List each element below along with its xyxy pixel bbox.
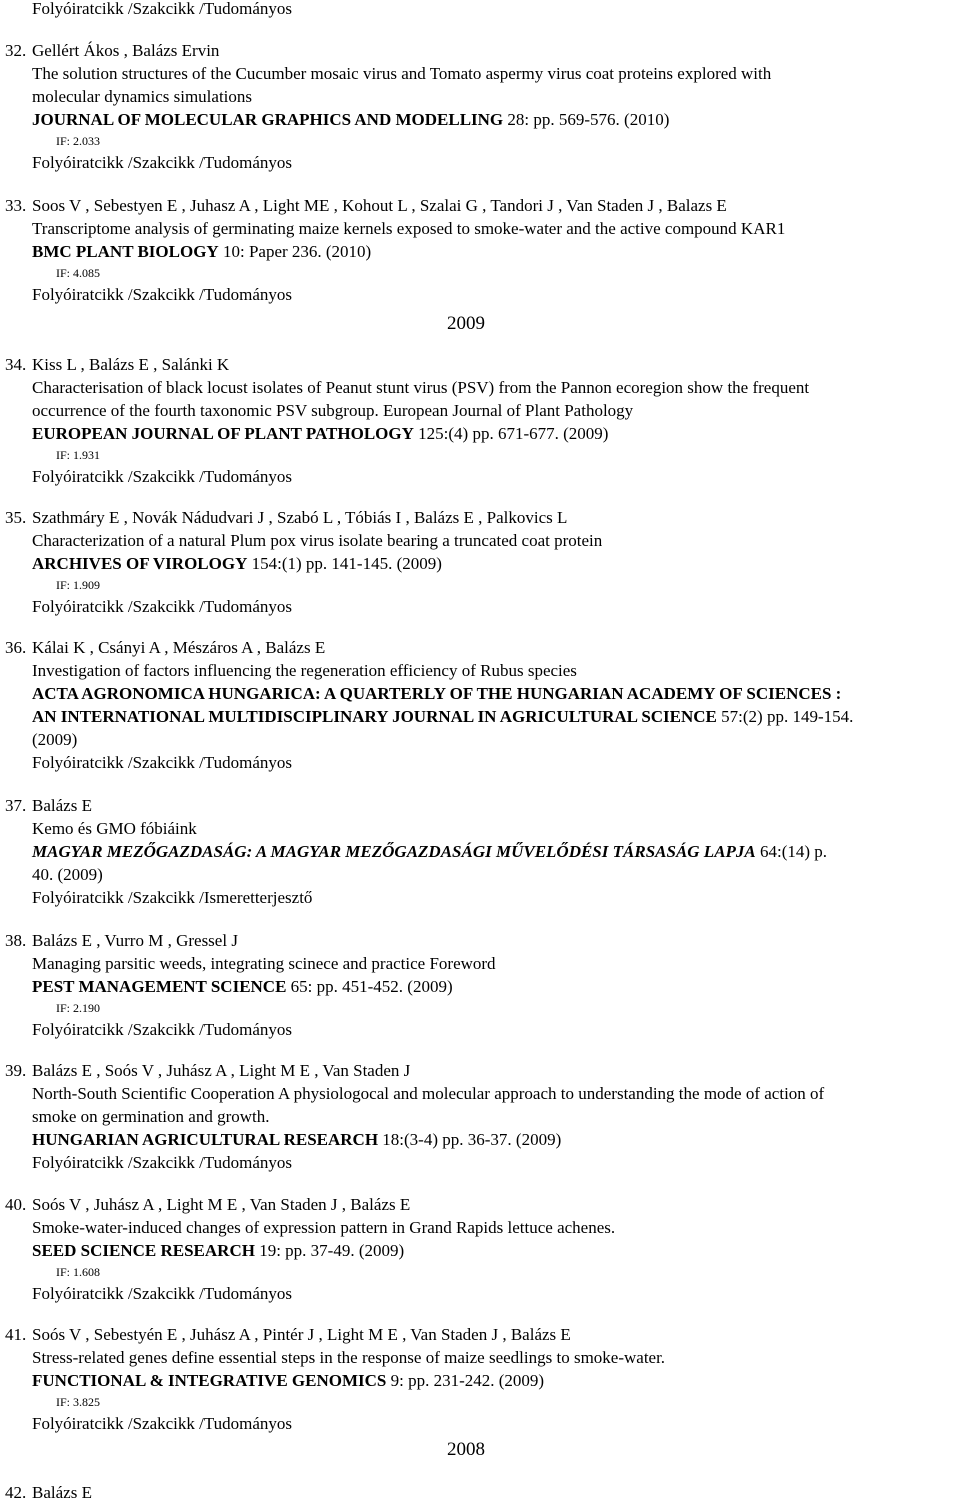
entry-number: 39. bbox=[5, 1061, 27, 1080]
year-heading-2009: 2009 bbox=[447, 313, 485, 334]
entry-number: 34. bbox=[5, 355, 27, 374]
top-category-line: Folyóiratcikk /Szakcikk /Tudományos bbox=[32, 0, 293, 18]
journal-citation: 18:(3-4) pp. 36-37. (2009) bbox=[378, 1130, 562, 1149]
publication-entry bbox=[5, 794, 955, 909]
entry-number: 41. bbox=[5, 1325, 27, 1344]
entry-journal-line bbox=[32, 1239, 955, 1262]
journal-name: JOURNAL OF MOLECULAR GRAPHICS AND MODELLING bbox=[32, 110, 504, 129]
entry-category: Folyóiratcikk /Szakcikk /Tudományos bbox=[32, 753, 293, 772]
impact-factor: IF: 1.608 bbox=[56, 1265, 101, 1279]
entry-authors: Balázs E , Vurro M , Gressel J bbox=[32, 931, 238, 950]
entry-title: smoke on germination and growth. bbox=[32, 1107, 270, 1126]
entry-number: 33. bbox=[5, 196, 27, 215]
journal-name: SEED SCIENCE RESEARCH bbox=[32, 1241, 255, 1260]
journal-name: FUNCTIONAL & INTEGRATIVE GENOMICS bbox=[32, 1371, 387, 1390]
publication-entry bbox=[5, 39, 955, 174]
entry-category: Folyóiratcikk /Szakcikk /Tudományos bbox=[32, 285, 293, 304]
entry-number: 35. bbox=[5, 508, 27, 527]
entry-authors: Szathmáry E , Novák Nádudvari J , Szabó L , Tóbiás I , Balázs E , Palkovics L bbox=[32, 508, 568, 527]
publication-entry bbox=[5, 1323, 955, 1435]
entry-category: Folyóiratcikk /Szakcikk /Tudományos bbox=[32, 153, 293, 172]
publication-entry bbox=[5, 194, 955, 306]
journal-citation-year: (2009) bbox=[32, 730, 78, 749]
entry-authors: Soos V , Sebestyen E , Juhasz A , Light ME , Kohout L , Szalai G , Tandori J , Van Staden J , Balazs E bbox=[32, 196, 727, 215]
entry-journal-line bbox=[32, 975, 955, 998]
journal-citation: 19: pp. 37-49. (2009) bbox=[254, 1241, 405, 1260]
publication-entry bbox=[5, 1193, 955, 1305]
entry-title: North-South Scientific Cooperation A physiologocal and molecular approach to understanding the mode of action of bbox=[32, 1084, 825, 1103]
journal-citation: 65: pp. 451-452. (2009) bbox=[286, 977, 453, 996]
journal-name: AN INTERNATIONAL MULTIDISCIPLINARY JOURNAL IN AGRICULTURAL SCIENCE bbox=[32, 707, 717, 726]
publication-entry bbox=[5, 929, 955, 1041]
entry-title: Investigation of factors influencing the regeneration efficiency of Rubus species bbox=[32, 661, 577, 680]
entry-category: Folyóiratcikk /Szakcikk /Tudományos bbox=[32, 1414, 293, 1433]
entry-journal-line bbox=[32, 1128, 955, 1151]
entry-authors: Gellért Ákos , Balázs Ervin bbox=[32, 41, 220, 60]
entry-authors: Kálai K , Csányi A , Mészáros A , Balázs E bbox=[32, 638, 326, 657]
entry-journal-line bbox=[32, 108, 955, 131]
entry-journal-line bbox=[32, 705, 955, 728]
impact-factor: IF: 1.909 bbox=[56, 578, 101, 592]
entry-number: 32. bbox=[5, 41, 27, 60]
entry-number: 38. bbox=[5, 931, 27, 950]
entry-title: Smoke-water-induced changes of expression pattern in Grand Rapids lettuce achenes. bbox=[32, 1218, 616, 1237]
entry-number: 42. bbox=[5, 1483, 27, 1502]
entry-journal-line bbox=[32, 682, 955, 705]
entry-authors: Balázs E bbox=[32, 796, 92, 815]
entry-category: Folyóiratcikk /Szakcikk /Tudományos bbox=[32, 597, 293, 616]
journal-citation: 125:(4) pp. 671-677. (2009) bbox=[413, 424, 609, 443]
entry-category: Folyóiratcikk /Szakcikk /Tudományos bbox=[32, 1020, 293, 1039]
entry-title: The solution structures of the Cucumber mosaic virus and Tomato aspermy virus coat proteins explored with bbox=[32, 64, 772, 83]
entry-title: Characterisation of black locust isolates of Peanut stunt virus (PSV) from the Pannon ecoregion show the frequent bbox=[32, 378, 810, 397]
entry-journal-line bbox=[32, 840, 955, 863]
entry-category: Folyóiratcikk /Szakcikk /Ismeretterjesztő bbox=[32, 888, 313, 907]
entry-title: occurrence of the fourth taxonomic PSV subgroup. European Journal of Plant Pathology bbox=[32, 401, 634, 420]
impact-factor: IF: 4.085 bbox=[56, 266, 101, 280]
journal-citation: 10: Paper 236. (2010) bbox=[218, 242, 372, 261]
journal-citation: 57:(2) pp. 149-154. bbox=[716, 707, 854, 726]
entry-title: Kemo és GMO fóbiáink bbox=[32, 819, 197, 838]
publication-entry bbox=[5, 506, 955, 618]
journal-name: EUROPEAN JOURNAL OF PLANT PATHOLOGY bbox=[32, 424, 414, 443]
journal-name: PEST MANAGEMENT SCIENCE bbox=[32, 977, 287, 996]
entry-journal-line bbox=[32, 422, 955, 445]
journal-citation: 9: pp. 231-242. (2009) bbox=[386, 1371, 545, 1390]
publication-entry bbox=[5, 636, 955, 774]
journal-name: BMC PLANT BIOLOGY bbox=[32, 242, 219, 261]
entry-title: Characterization of a natural Plum pox virus isolate bearing a truncated coat protein bbox=[32, 531, 603, 550]
impact-factor: IF: 2.033 bbox=[56, 134, 101, 148]
entry-authors: Kiss L , Balázs E , Salánki K bbox=[32, 355, 230, 374]
impact-factor: IF: 1.931 bbox=[56, 448, 101, 462]
journal-citation: 64:(14) p. bbox=[755, 842, 828, 861]
entry-authors: Soós V , Juhász A , Light M E , Van Staden J , Balázs E bbox=[32, 1195, 411, 1214]
journal-name: HUNGARIAN AGRICULTURAL RESEARCH bbox=[32, 1130, 379, 1149]
entry-authors: Balázs E bbox=[32, 1483, 92, 1502]
entry-category: Folyóiratcikk /Szakcikk /Tudományos bbox=[32, 1153, 293, 1172]
year-heading-2008: 2008 bbox=[447, 1439, 485, 1460]
entry-category: Folyóiratcikk /Szakcikk /Tudományos bbox=[32, 1284, 293, 1303]
journal-name: ARCHIVES OF VIROLOGY bbox=[32, 554, 248, 573]
entry-title: Managing parsitic weeds, integrating scinece and practice Foreword bbox=[32, 954, 496, 973]
journal-name: ACTA AGRONOMICA HUNGARICA: A QUARTERLY OF THE HUNGARIAN ACADEMY OF SCIENCES : bbox=[32, 684, 842, 703]
journal-citation: 154:(1) pp. 141-145. (2009) bbox=[247, 554, 442, 573]
entry-authors: Balázs E , Soós V , Juhász A , Light M E , Van Staden J bbox=[32, 1061, 411, 1080]
impact-factor: IF: 3.825 bbox=[56, 1395, 101, 1409]
entry-number: 37. bbox=[5, 796, 27, 815]
impact-factor: IF: 2.190 bbox=[56, 1001, 101, 1015]
entry-journal-line bbox=[32, 240, 955, 263]
publication-entry bbox=[5, 1059, 955, 1174]
entry-journal-line bbox=[32, 552, 955, 575]
entry-category: Folyóiratcikk /Szakcikk /Tudományos bbox=[32, 467, 293, 486]
entry-journal-line bbox=[32, 1369, 955, 1392]
journal-citation: 28: pp. 569-576. (2010) bbox=[503, 110, 670, 129]
entry-number: 40. bbox=[5, 1195, 27, 1214]
entry-title: Transcriptome analysis of germinating maize kernels exposed to smoke-water and the active compound KAR1 bbox=[32, 219, 786, 238]
publication-entry bbox=[5, 353, 955, 488]
journal-citation-year: 40. (2009) bbox=[32, 865, 103, 884]
entry-authors: Soós V , Sebestyén E , Juhász A , Pintér J , Light M E , Van Staden J , Balázs E bbox=[32, 1325, 571, 1344]
entry-title: molecular dynamics simulations bbox=[32, 87, 253, 106]
entry-number: 36. bbox=[5, 638, 27, 657]
entry-title: Stress-related genes define essential steps in the response of maize seedlings to smoke-water. bbox=[32, 1348, 666, 1367]
journal-name: MAGYAR MEZŐGAZDASÁG: A MAGYAR MEZŐGAZDASÁGI MŰVELŐDÉSI TÁRSASÁG LAPJA bbox=[32, 842, 756, 861]
